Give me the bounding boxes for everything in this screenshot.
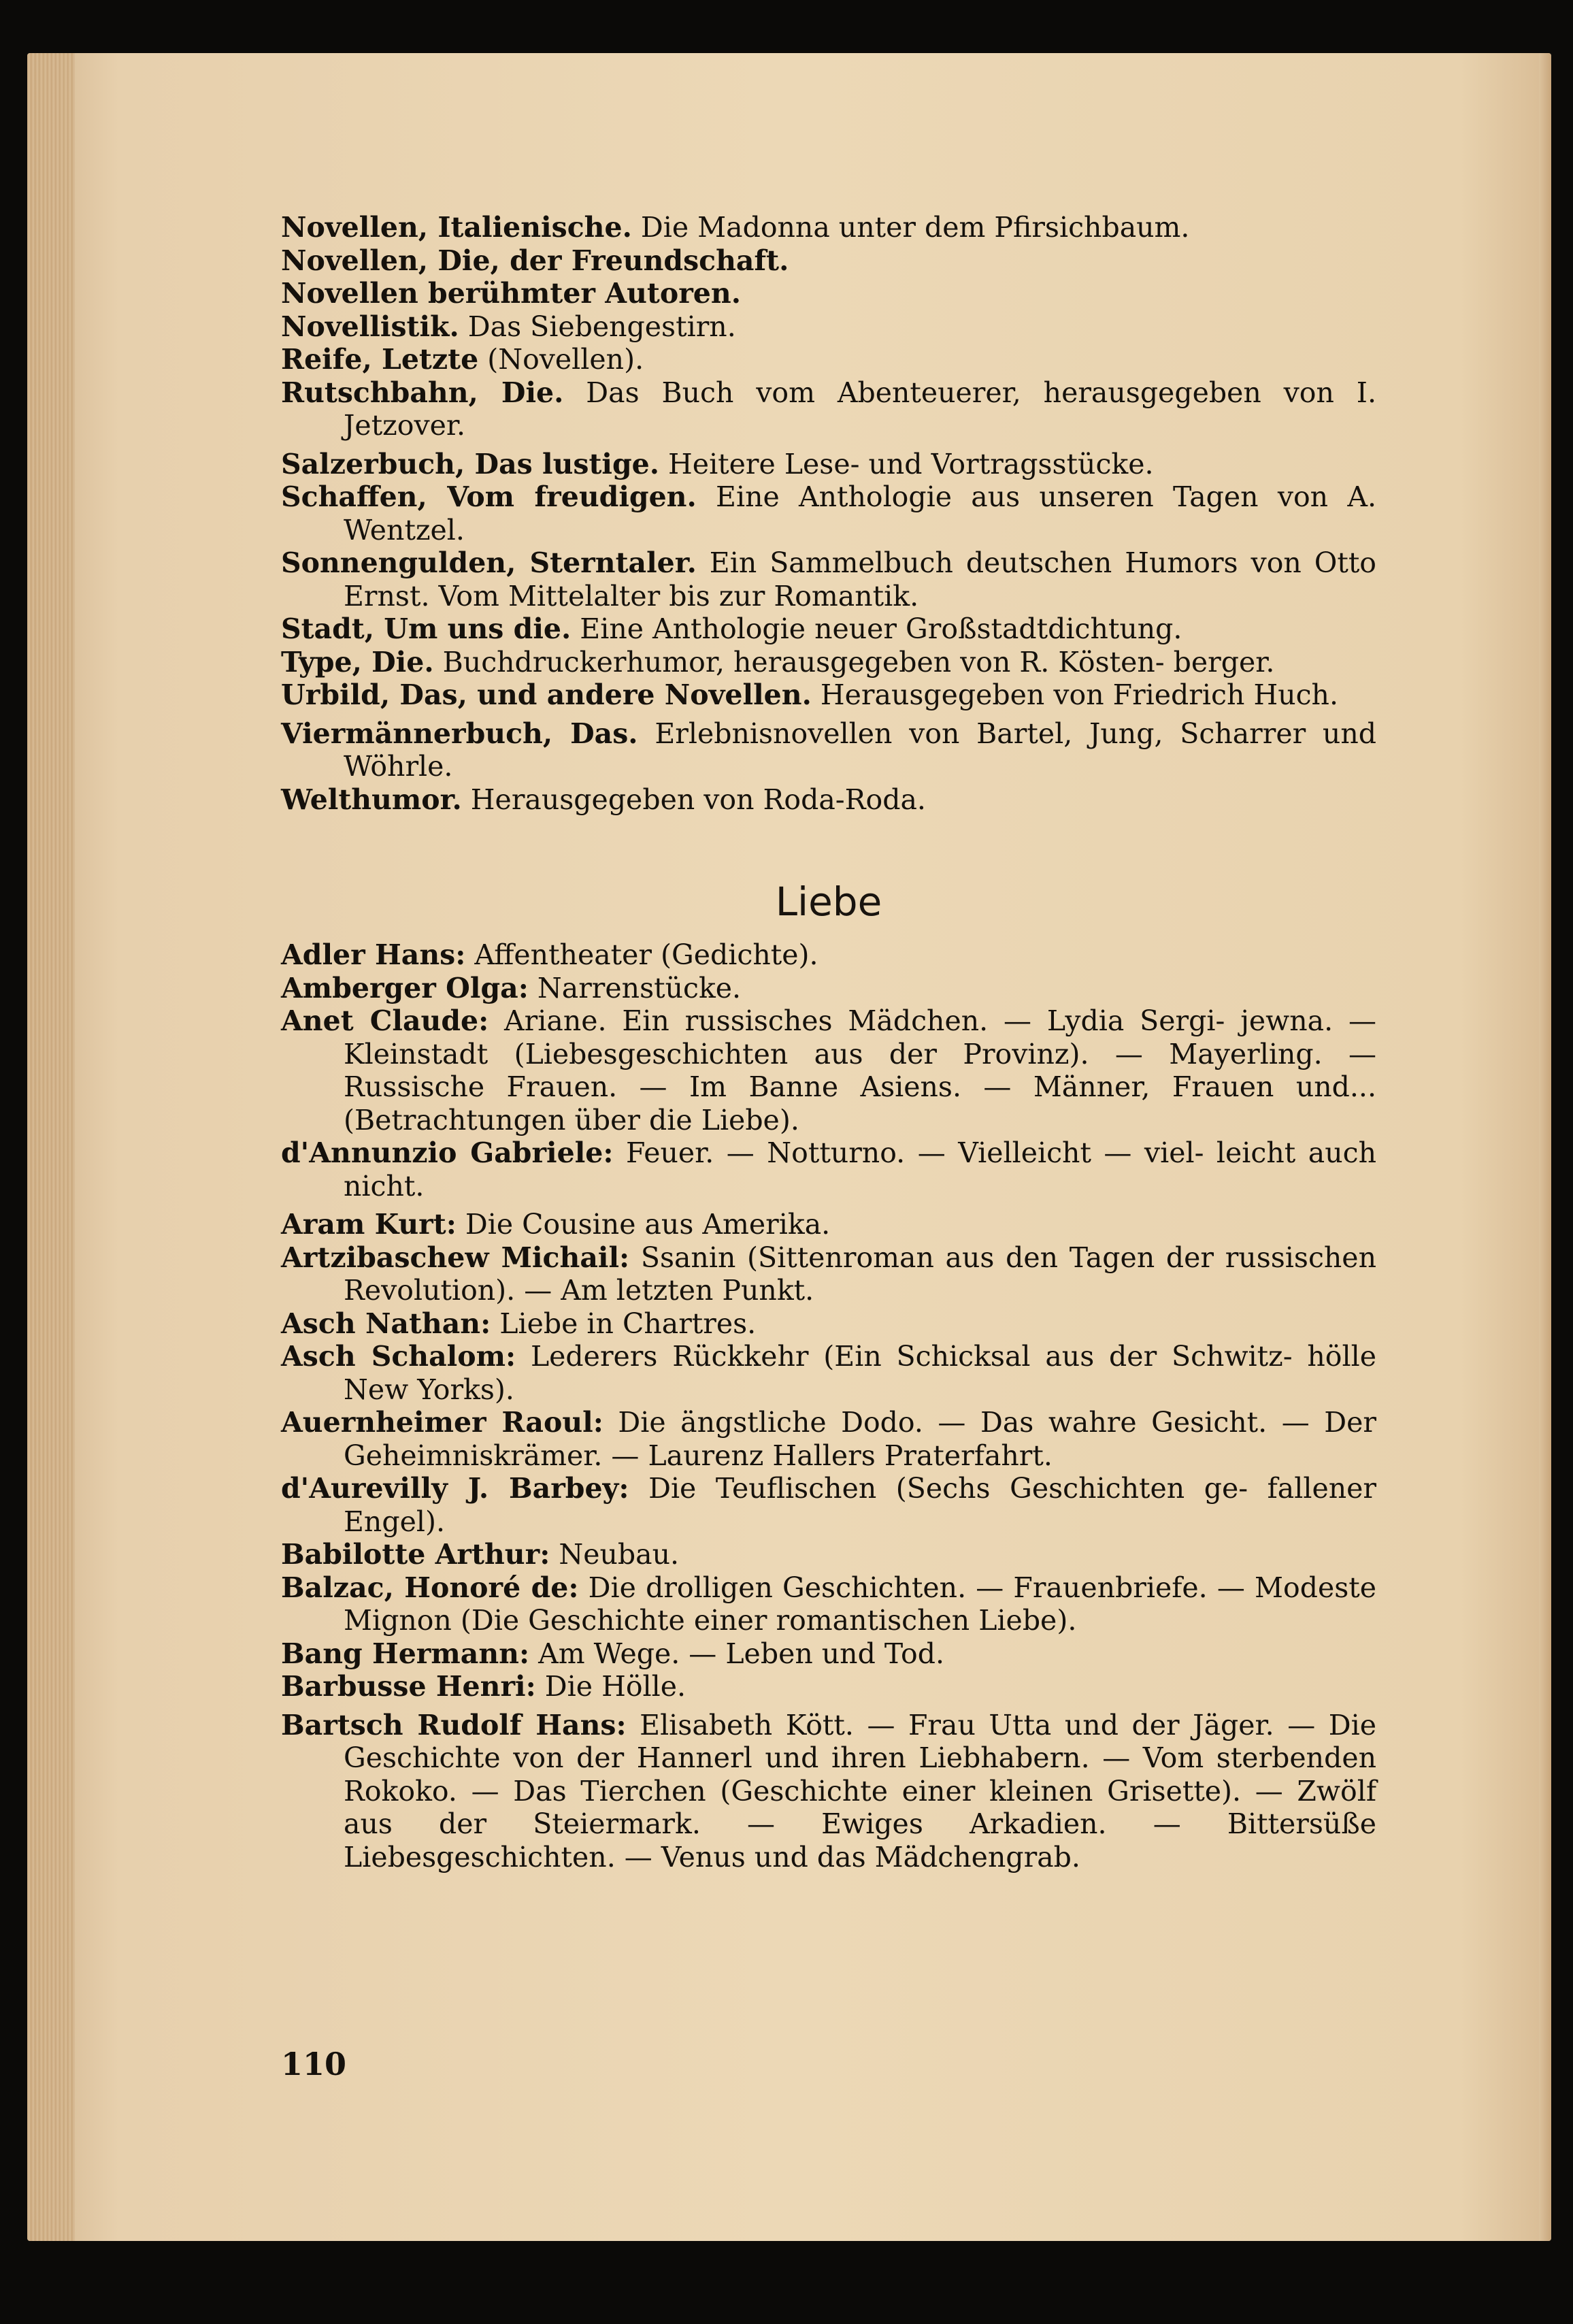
entry-heading: Auernheimer Raoul: [281, 1406, 603, 1439]
entry-heading: Reife, Letzte [281, 343, 479, 376]
entry-continuation: russischen Revolution). — Am letzten Punkt. [344, 1241, 1376, 1307]
entry-heading: Bartsch Rudolf Hans: [281, 1708, 627, 1741]
entry-continuation: berger. [1173, 645, 1275, 678]
entry-text: Narrenstücke. [528, 971, 742, 1004]
entry-heading: Bang Hermann: [281, 1637, 530, 1670]
entry-text: Buchdruckerhumor, herausgegeben von R. Kösten- [433, 645, 1165, 678]
catalog-entry [281, 717, 1376, 783]
catalog-entry [281, 1571, 1376, 1637]
catalog-entry [281, 1670, 1376, 1703]
catalog-entry [281, 310, 1376, 344]
entry-text: Am Wege. — Leben und Tod. [529, 1637, 944, 1670]
entry-heading: Artzibaschew Michail: [281, 1241, 630, 1274]
book-page [27, 53, 1551, 2241]
page-edge-right [1539, 53, 1551, 2241]
entry-text: Die ängstliche Dodo. — Das wahre Gesicht. [603, 1406, 1268, 1439]
entry-text: Lederers Rückkehr (Ein Schicksal aus der Schwitz- [516, 1340, 1293, 1373]
entry-text: Die Hölle. [535, 1670, 686, 1703]
catalog-entry [281, 678, 1376, 712]
entry-heading: Anet Claude: [281, 1004, 489, 1037]
entry-heading: Amberger Olga: [281, 971, 529, 1004]
entry-heading: Barbusse Henri: [281, 1670, 536, 1703]
catalog-entry [281, 376, 1376, 442]
entry-heading: d'Annunzio Gabriele: [281, 1136, 614, 1169]
catalog-entry [281, 938, 1376, 972]
entry-continuation: Modeste Mignon (Die Geschichte einer romantischen Liebe). [344, 1571, 1376, 1637]
entry-text: Herausgegeben von Roda-Roda. [461, 783, 926, 816]
entry-text: Neubau. [550, 1538, 680, 1571]
entry-heading: Asch Nathan: [281, 1307, 491, 1340]
entry-text: Die Teuflischen (Sechs Geschichten ge- [629, 1472, 1248, 1505]
entry-list-liebe [281, 938, 1376, 1873]
catalog-entry [281, 783, 1376, 817]
entry-heading: Viermännerbuch, Das. [281, 717, 638, 750]
page-number: 110 [281, 2046, 347, 2082]
catalog-entry [281, 1307, 1376, 1341]
catalog-entry [281, 646, 1376, 679]
entry-continuation: — Die Geschichte von der Hannerl und ihren Liebhabern. — Vom sterbenden Rokoko. — Das Tierchen (Geschichte einer kleinen Grisette). — Zwölf aus der Steiermark. — Ewiges Arkadien. — Bittersüße Liebesgeschichten. — Venus und das Mädchengrab. [344, 1708, 1376, 1873]
entry-text: (Novellen). [478, 343, 644, 376]
entry-heading: Novellen, Italienische. [281, 211, 632, 244]
catalog-entry [281, 1709, 1376, 1874]
entry-text: Die Cousine aus Amerika. [456, 1208, 831, 1241]
entry-continuation: Scharrer und Wöhrle. [344, 717, 1376, 783]
entry-heading: Urbild, Das, und andere Novellen. [281, 678, 812, 711]
entry-text: Das Buch vom Abenteuerer, herausgegeben von [563, 376, 1334, 409]
catalog-entry [281, 480, 1376, 546]
catalog-entry [281, 1340, 1376, 1406]
catalog-entry [281, 1637, 1376, 1671]
entry-heading: Schaffen, Vom freudigen. [281, 480, 697, 513]
entry-text: Liebe in Chartres. [491, 1307, 757, 1340]
page-content [281, 211, 1376, 1873]
catalog-entry [281, 448, 1376, 481]
entry-text: Erlebnisnovellen von Bartel, Jung, [638, 717, 1163, 750]
section-title: Liebe [775, 879, 882, 925]
entry-text: Ssanin (Sittenroman aus den Tagen der [629, 1241, 1214, 1274]
catalog-entry [281, 1004, 1376, 1136]
entry-text: Die drolligen Geschichten. — Frauenbriefe. — [578, 1571, 1245, 1604]
catalog-entry [281, 612, 1376, 646]
entry-heading: Welthumor. [281, 783, 462, 816]
entry-text: Die Madonna unter dem Pfirsichbaum. [631, 211, 1190, 244]
entry-text: Eine Anthologie aus unseren Tagen von [696, 480, 1329, 513]
entry-heading: Babilotte Arthur: [281, 1538, 550, 1571]
entry-continuation: I. Jetzover. [344, 376, 1376, 442]
entry-text: Das Siebengestirn. [459, 310, 736, 343]
entry-text: Heitere Lese- und Vortragsstücke. [659, 447, 1154, 480]
page-edge-left [27, 53, 75, 2241]
entry-heading: Novellen berühmter Autoren. [281, 277, 741, 310]
entry-continuation: fallener Engel). [344, 1472, 1377, 1538]
entry-continuation: A. Wentzel. [344, 480, 1376, 546]
entry-heading: Adler Hans: [281, 938, 466, 971]
catalog-entry [281, 211, 1376, 244]
catalog-entry [281, 1472, 1376, 1538]
catalog-entry [281, 343, 1376, 376]
catalog-entry [281, 1406, 1376, 1472]
entry-continuation: hölle New Yorks). [344, 1340, 1376, 1406]
entry-text: Herausgegeben von Friedrich [811, 678, 1245, 711]
entry-heading: Novellen, Die, der Freundschaft. [281, 244, 789, 277]
catalog-entry [281, 1538, 1376, 1571]
catalog-entry [281, 546, 1376, 612]
catalog-entry [281, 972, 1376, 1005]
entry-continuation: jewna. — Kleinstadt (Liebesgeschichten aus der Provinz). — Mayerling. — Russische Frauen. — Im Banne Asiens. — Männer, Frauen und... (Betrachtungen über die Liebe). [344, 1004, 1376, 1136]
entry-heading: Stadt, Um uns die. [281, 612, 572, 645]
entry-heading: Salzerbuch, Das lustige. [281, 447, 660, 480]
catalog-entry [281, 277, 1376, 310]
entry-continuation: Otto Ernst. Vom Mittelalter bis zur Romantik. [344, 546, 1376, 612]
entry-heading: d'Aurevilly J. Barbey: [281, 1472, 629, 1505]
entry-text: Feuer. — Notturno. — Vielleicht — viel- [613, 1136, 1204, 1169]
entry-heading: Balzac, Honoré de: [281, 1571, 579, 1604]
catalog-entry [281, 1241, 1376, 1307]
entry-text: Elisabeth Kött. — Frau Utta und der Jäger. [626, 1708, 1274, 1741]
entry-continuation: leicht auch nicht. [344, 1136, 1376, 1202]
entry-text: Ariane. Ein russisches Mädchen. — Lydia Sergi- [489, 1004, 1225, 1037]
catalog-entry [281, 244, 1376, 278]
entry-heading: Sonnengulden, Sterntaler. [281, 546, 697, 579]
entry-heading: Asch Schalom: [281, 1340, 516, 1373]
entry-text: Ein Sammelbuch deutschen Humors von [696, 546, 1302, 579]
entry-heading: Type, Die. [281, 645, 434, 678]
entry-continuation: — Der Geheimniskrämer. — Laurenz Hallers Praterfahrt. [344, 1406, 1376, 1472]
entry-heading: Aram Kurt: [281, 1208, 457, 1241]
entry-text: Affentheater (Gedichte). [465, 938, 818, 971]
catalog-entry [281, 1136, 1376, 1202]
entry-heading: Novellistik. [281, 310, 459, 343]
entry-heading: Rutschbahn, Die. [281, 376, 564, 409]
entry-continuation: Huch. [1253, 678, 1338, 711]
entry-text: Eine Anthologie neuer Großstadtdichtung. [571, 612, 1182, 645]
catalog-entry [281, 1208, 1376, 1241]
entry-list-top [281, 211, 1376, 816]
